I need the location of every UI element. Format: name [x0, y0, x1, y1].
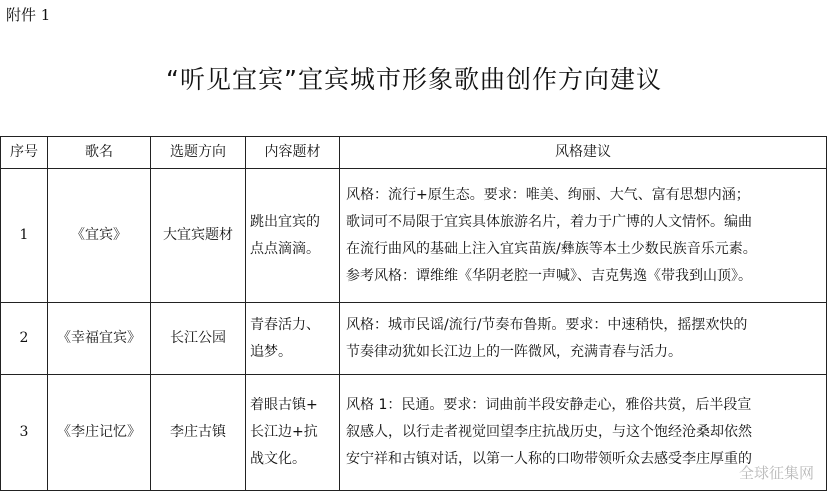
topic-line: 追梦。: [250, 343, 292, 360]
style-line: 风格：流行+原生态。要求：唯美、绚丽、大气、富有思想内涵；: [346, 186, 750, 203]
watermark: 全球征集网: [738, 464, 814, 482]
header-num: 序号: [1, 137, 48, 169]
topic-line: 点点滴滴。: [250, 240, 320, 257]
table-header-row: [1, 137, 827, 169]
row-num: 2: [1, 303, 48, 375]
style-line: 在流行曲风的基础上注入宜宾苗族/彝族等本土少数民族音乐元素。: [346, 240, 757, 257]
header-direction: 选题方向: [151, 137, 246, 169]
style-line: 风格：城市民谣/流行/节奏布鲁斯。要求：中速稍快，摇摆欢快的: [346, 316, 748, 333]
song-name: 《宜宾》: [48, 169, 151, 303]
topic-line: 跳出宜宾的: [250, 213, 320, 230]
style-line: 歌词可不局限于宜宾具体旅游名片，着力于广博的人文情怀。编曲: [346, 213, 752, 230]
style-line: 安宁祥和古镇对话，以第一人称的口吻带领听众去感受李庄厚重的: [346, 451, 752, 467]
table-row: [1, 375, 827, 491]
direction: 长江公园: [151, 303, 246, 375]
song-name: 《李庄记忆》: [48, 375, 151, 491]
table-row: [1, 169, 827, 303]
topic-line: 青春活力、: [250, 316, 320, 333]
topic-line: 长江边+抗: [250, 424, 318, 440]
style-line: 风格 1：民通。要求：词曲前半段安静走心，雅俗共赏，后半段宣: [346, 397, 752, 413]
topic: [246, 375, 340, 491]
song-direction-table: [0, 136, 827, 491]
attachment-label: 附件 1: [6, 6, 51, 24]
direction: 李庄古镇: [151, 375, 246, 491]
header-style: 风格建议: [340, 137, 827, 169]
style-suggestion: [340, 169, 827, 303]
topic-line: 战文化。: [250, 451, 306, 467]
style-line: 参考风格：谭维维《华阴老腔一声喊》、吉克隽逸《带我到山顶》。: [346, 267, 752, 284]
topic: [246, 303, 340, 375]
row-num: 3: [1, 375, 48, 491]
direction: 大宜宾题材: [151, 169, 246, 303]
topic-line: 着眼古镇+: [250, 397, 318, 413]
row-num: 1: [1, 169, 48, 303]
table-row: [1, 303, 827, 375]
header-topic: 内容题材: [246, 137, 340, 169]
header-song: 歌名: [48, 137, 151, 169]
topic: [246, 169, 340, 303]
style-suggestion: [340, 303, 827, 375]
document-title: “听见宜宾”宜宾城市形象歌曲创作方向建议: [166, 65, 662, 94]
style-line: 节奏律动犹如长江边上的一阵微风，充满青春与活力。: [346, 343, 682, 360]
song-name: 《幸福宜宾》: [48, 303, 151, 375]
style-line: 叙感人，以行走者视觉回望李庄抗战历史，与这个饱经沧桑却依然: [346, 424, 752, 440]
